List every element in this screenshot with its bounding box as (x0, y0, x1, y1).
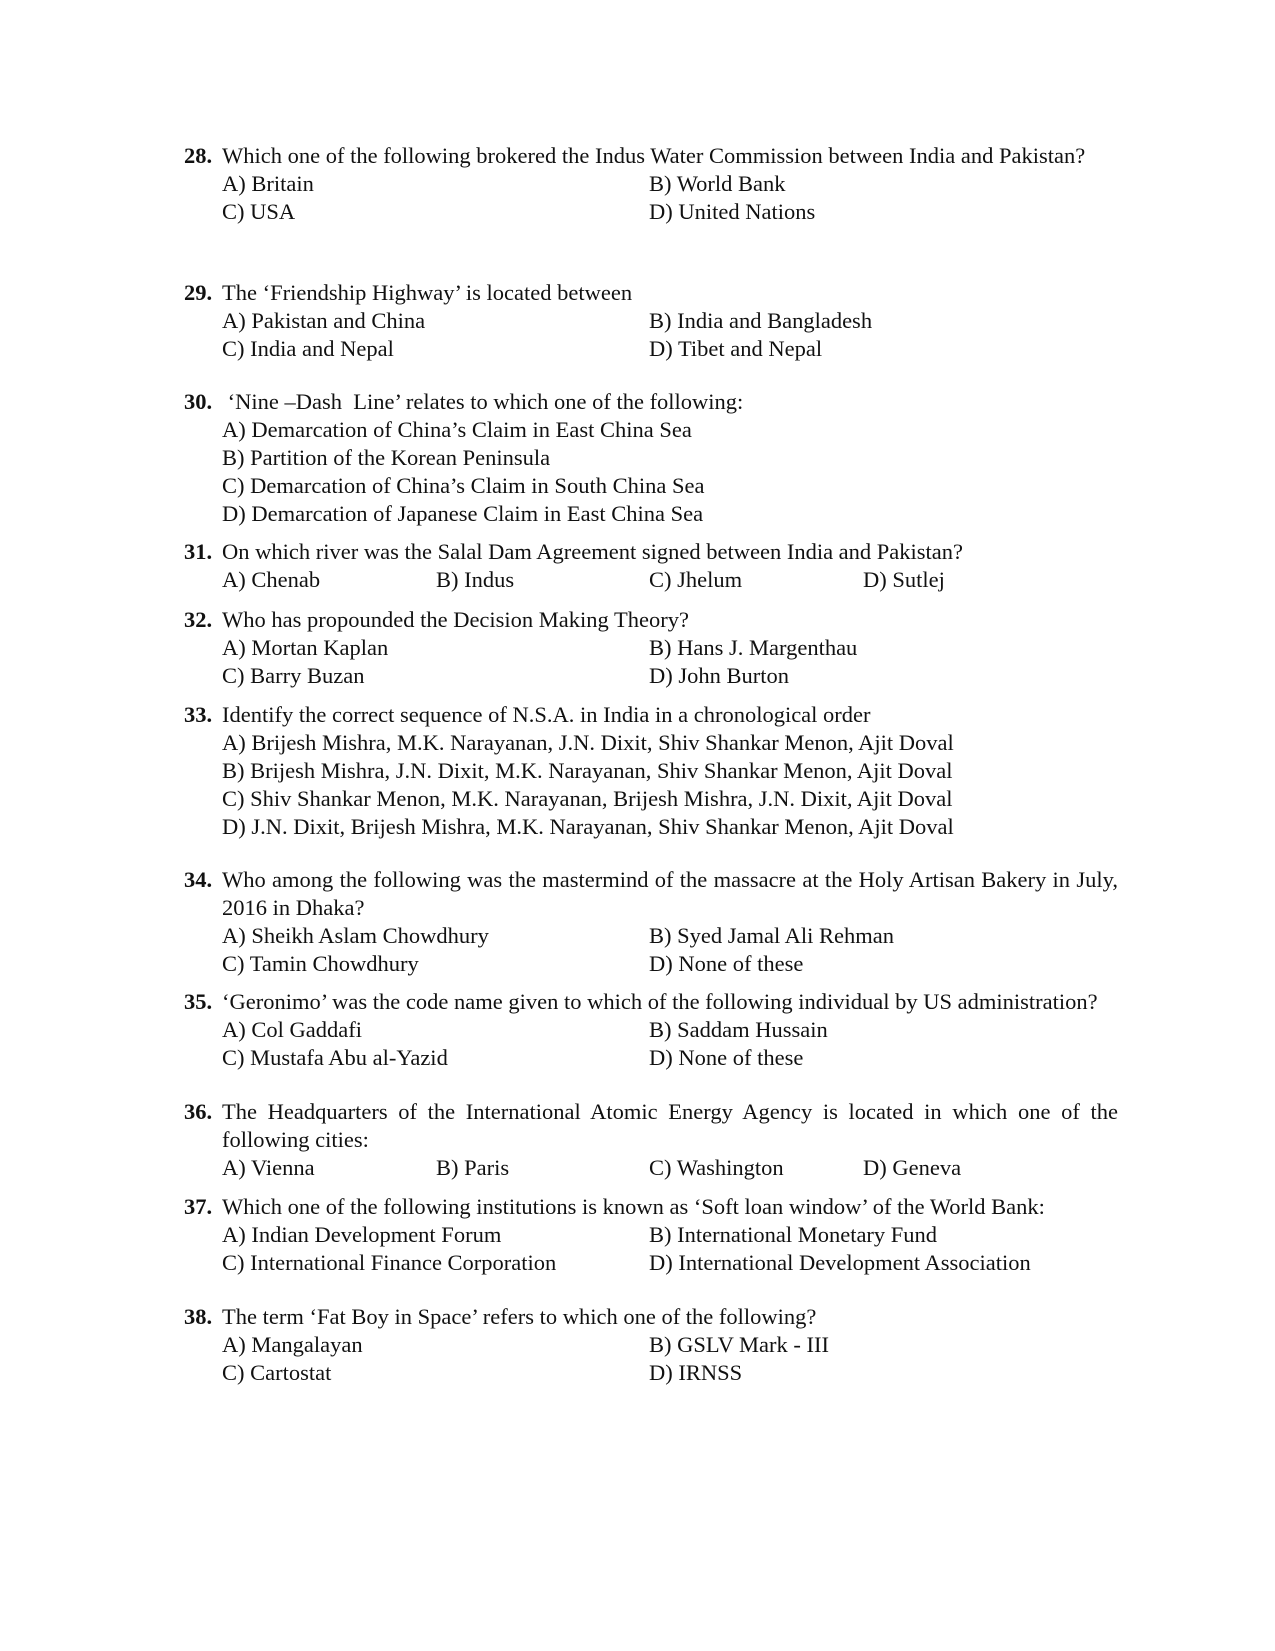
option-c: C) Demarcation of China’s Claim in South China Sea (222, 473, 705, 498)
question-stem: ‘Nine –Dash Line’ relates to which one of the following: (222, 389, 744, 414)
question-stem: The ‘Friendship Highway’ is located between (222, 280, 633, 305)
option-d: D) Demarcation of Japanese Claim in East China Sea (222, 501, 704, 526)
question-stem: Who among the following was the mastermind of the massacre at the Holy Artisan Bakery in July, 2016 in Dhaka? (222, 867, 1118, 920)
question-36 (184, 1098, 1118, 1182)
option-b: B) India and Bangladesh (649, 308, 873, 333)
question-number: 30. (184, 389, 213, 414)
option-c: C) International Finance Corporation (222, 1250, 557, 1275)
option-d: D) None of these (649, 951, 804, 976)
option-a: A) Vienna (222, 1155, 315, 1180)
question-number: 35. (184, 989, 213, 1014)
question-stem: Who has propounded the Decision Making Theory? (222, 607, 689, 632)
option-c: C) Barry Buzan (222, 663, 365, 688)
option-a: A) Mortan Kaplan (222, 635, 389, 660)
option-b: B) Hans J. Margenthau (649, 635, 858, 660)
question-stem: The Headquarters of the International Atomic Energy Agency is located in which one of the following cities: (222, 1099, 1118, 1152)
option-a: A) Indian Development Forum (222, 1222, 502, 1247)
option-c: C) Shiv Shankar Menon, M.K. Narayanan, Brijesh Mishra, J.N. Dixit, Ajit Doval (222, 786, 953, 811)
question-number: 34. (184, 867, 213, 892)
option-a: A) Demarcation of China’s Claim in East China Sea (222, 417, 692, 442)
question-number: 38. (184, 1304, 213, 1329)
option-c: C) Washington (649, 1155, 784, 1180)
option-a: A) Sheikh Aslam Chowdhury (222, 923, 489, 948)
question-37 (184, 1193, 1118, 1277)
option-b: B) Saddam Hussain (649, 1017, 828, 1042)
option-a: A) Brijesh Mishra, M.K. Narayanan, J.N. Dixit, Shiv Shankar Menon, Ajit Doval (222, 730, 954, 755)
option-a: A) Pakistan and China (222, 308, 426, 333)
option-d: D) United Nations (649, 199, 816, 224)
question-stem: Which one of the following brokered the Indus Water Commission between India and Pakistan? (222, 143, 1086, 168)
question-number: 37. (184, 1194, 213, 1219)
question-stem: Identify the correct sequence of N.S.A. in India in a chronological order (222, 702, 871, 727)
option-b: B) International Monetary Fund (649, 1222, 938, 1247)
question-number: 33. (184, 702, 213, 727)
question-38 (184, 1303, 1118, 1387)
question-34 (184, 866, 1118, 978)
option-d: D) International Development Association (649, 1250, 1031, 1275)
option-b: B) Brijesh Mishra, J.N. Dixit, M.K. Narayanan, Shiv Shankar Menon, Ajit Doval (222, 758, 953, 783)
option-c: C) Jhelum (649, 567, 743, 592)
option-a: A) Britain (222, 171, 314, 196)
option-d: D) None of these (649, 1045, 804, 1070)
option-c: C) Tamin Chowdhury (222, 951, 419, 976)
option-c: C) India and Nepal (222, 336, 394, 361)
question-number: 28. (184, 143, 213, 168)
question-number: 32. (184, 607, 213, 632)
option-b: B) World Bank (649, 171, 786, 196)
question-32 (184, 606, 1118, 690)
option-a: A) Col Gaddafi (222, 1017, 362, 1042)
question-stem: On which river was the Salal Dam Agreement signed between India and Pakistan? (222, 539, 964, 564)
question-30 (184, 388, 1118, 528)
question-number: 36. (184, 1099, 213, 1124)
question-stem: ‘Geronimo’ was the code name given to which of the following individual by US administration? (222, 989, 1098, 1014)
option-b: B) Syed Jamal Ali Rehman (649, 923, 894, 948)
question-28 (184, 142, 1118, 226)
question-35 (184, 988, 1118, 1072)
question-stem: Which one of the following institutions is known as ‘Soft loan window’ of the World Bank: (222, 1194, 1045, 1219)
option-c: C) USA (222, 199, 296, 224)
option-a: A) Chenab (222, 567, 321, 592)
option-d: D) John Burton (649, 663, 789, 688)
question-stem: The term ‘Fat Boy in Space’ refers to which one of the following? (222, 1304, 817, 1329)
option-b: B) Indus (436, 567, 515, 592)
option-c: C) Mustafa Abu al-Yazid (222, 1045, 448, 1070)
question-31 (184, 538, 1118, 594)
option-d: D) IRNSS (649, 1360, 743, 1385)
question-33 (184, 701, 1118, 841)
option-b: B) Paris (436, 1155, 510, 1180)
question-29 (184, 279, 1118, 363)
option-d: D) J.N. Dixit, Brijesh Mishra, M.K. Narayanan, Shiv Shankar Menon, Ajit Doval (222, 814, 954, 839)
option-a: A) Mangalayan (222, 1332, 363, 1357)
question-number: 29. (184, 280, 213, 305)
option-d: D) Sutlej (863, 567, 945, 592)
option-d: D) Geneva (863, 1155, 962, 1180)
option-b: B) GSLV Mark - III (649, 1332, 829, 1357)
option-b: B) Partition of the Korean Peninsula (222, 445, 551, 470)
question-number: 31. (184, 539, 213, 564)
option-d: D) Tibet and Nepal (649, 336, 823, 361)
option-c: C) Cartostat (222, 1360, 332, 1385)
